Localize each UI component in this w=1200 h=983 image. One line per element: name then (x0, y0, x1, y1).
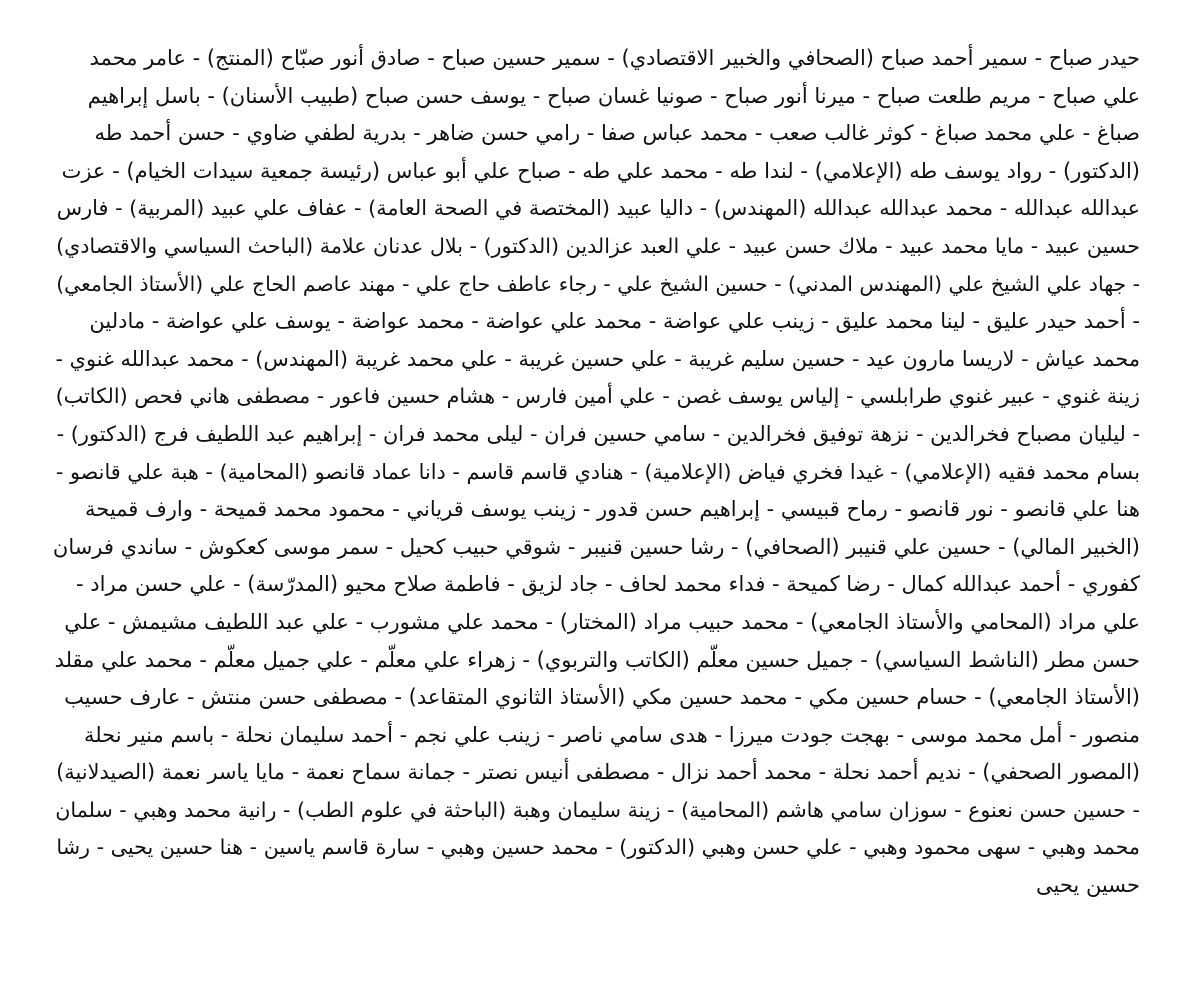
text-line: حسن مطر (الناشط السياسي) - جميل حسين معلّم (الكاتب والتربوي) - زهراء علي معلّم - علي جميل معلّم - محمد علي مقلد (54, 647, 1140, 672)
text-line: حيدر صباح - سمير أحمد صباح (الصحافي والخبير الاقتصادي) - سمير حسين صباح - صادق أنور صبّاح (المنتج) - عامر محمد (89, 46, 1140, 70)
text-line: محمد عياش - لاريسا مارون عيد - حسين سليم غريبة - علي حسين غريبة - علي محمد غريبة (المهندس) - محمد عبدالله غنوي - (55, 346, 1140, 371)
text-line: بسام محمد فقيه (الإعلامي) - غيدا فخري فياض (الإعلامية) - هنادي قاسم قاسم - دانا عماد قانصو (المحامية) - هبة علي قانصو - (55, 459, 1140, 484)
text-line: زينة غنوي - عبير غنوي طرابلسي - إلياس يوسف غصن - علي أمين فارس - هشام حسين فاعور - مصطفى هاني فحص (الكاتب) (55, 384, 1140, 409)
text-line: كفوري - أحمد عبدالله كمال - رضا كميحة - فداء محمد لحاف - جاد لزيق - فاطمة صلاح محيو (المدرّسة) - علي حسن مراد - (76, 572, 1140, 597)
text-line: (الدكتور) - رواد يوسف طه (الإعلامي) - لندا طه - محمد علي طه - صباح علي أبو عباس (رئيسة جمعية سيدات الخيام) - عزت (61, 158, 1140, 183)
text-line: علي مراد (المحامي والأستاذ الجامعي) - محمد حبيب مراد (المختار) - محمد علي مشورب - علي عبد اللطيف مشيمش - علي (64, 609, 1140, 634)
text-line: محمد وهبي - سهى محمود وهبي - علي حسن وهبي (الدكتور) - محمد حسين وهبي - سارة قاسم ياسين - هنا حسين يحيى - رشا (56, 835, 1140, 860)
text-line: - حسين حسن نعنوع - سوزان سامي هاشم (المحامية) - زينة سليمان وهبة (الباحثة في علوم الطب) - رانية محمد وهبي - سلمان (55, 797, 1140, 822)
text-line: عبدالله عبدالله - محمد عبدالله عبدالله (المهندس) - داليا عبيد (المختصة في الصحة العامة) - عفاف علي عبيد (المربية) - فارس (56, 196, 1140, 221)
names-paragraph (50, 40, 1140, 905)
text-line: - أحمد حيدر عليق - لينا محمد عليق - زينب علي عواضة - محمد علي عواضة - محمد عواضة - يوسف علي عواضة - مادلين (89, 309, 1140, 334)
text-line: حسين يحيى (1036, 873, 1140, 898)
text-line: علي صباح - مريم طلعت صباح - ميرنا أنور صباح - صونيا غسان صباح - يوسف حسن صباح (طبيب الأسنان) - باسل إبراهيم (87, 83, 1140, 108)
text-line: صباغ - علي محمد صباغ - كوثر غالب صعب - محمد عباس صفا - رامي حسن ضاهر - بدرية لطفي ضاوي - حسن أحمد طه (94, 121, 1140, 146)
text-line: هنا علي قانصو - نور قانصو - رماح قبيسي - إبراهيم حسن قدور - زينب يوسف قرياني - محمود محمد قميحة - وارف قميحة (85, 497, 1140, 522)
text-line: حسين عبيد - مايا محمد عبيد - ملاك حسن عبيد - علي العبد عزالدين (الدكتور) - بلال عدنان علامة (الباحث السياسي والاقتصادي) (56, 233, 1140, 258)
text-line: - ليليان مصباح فخرالدين - نزهة توفيق فخرالدين - سامي حسين فران - ليلى محمد فران - إبراهيم عبد اللطيف فرج (الدكتور) - (56, 421, 1140, 446)
text-line: منصور - أمل محمد موسى - بهجت جودت ميرزا - هدى سامي ناصر - زينب علي نجم - أحمد سليمان نحلة - باسم منير نحلة (83, 722, 1140, 747)
text-line: (الأستاذ الجامعي) - حسام حسين مكي - محمد حسين مكي (الأستاذ الثانوي المتقاعد) - مصطفى حسن منتش - عارف حسيب (64, 685, 1140, 710)
text-line: (المصور الصحفي) - نديم أحمد نحلة - محمد أحمد نزال - مصطفى أنيس نصتر - جمانة سماح نعمة - مايا ياسر نعمة (الصيدلانية) (56, 760, 1140, 785)
text-line: (الخبير المالي) - حسين علي قنيبر (الصحافي) - رشا حسين قنيبر - شوقي حبيب كحيل - سمر موسى كعكوش - ساندي فرسان (52, 534, 1140, 559)
text-line: - جهاد علي الشيخ علي (المهندس المدني) - حسين الشيخ علي - رجاء عاطف حاج علي - مهند عاصم الحاج علي (الأستاذ الجامعي) (56, 271, 1140, 296)
